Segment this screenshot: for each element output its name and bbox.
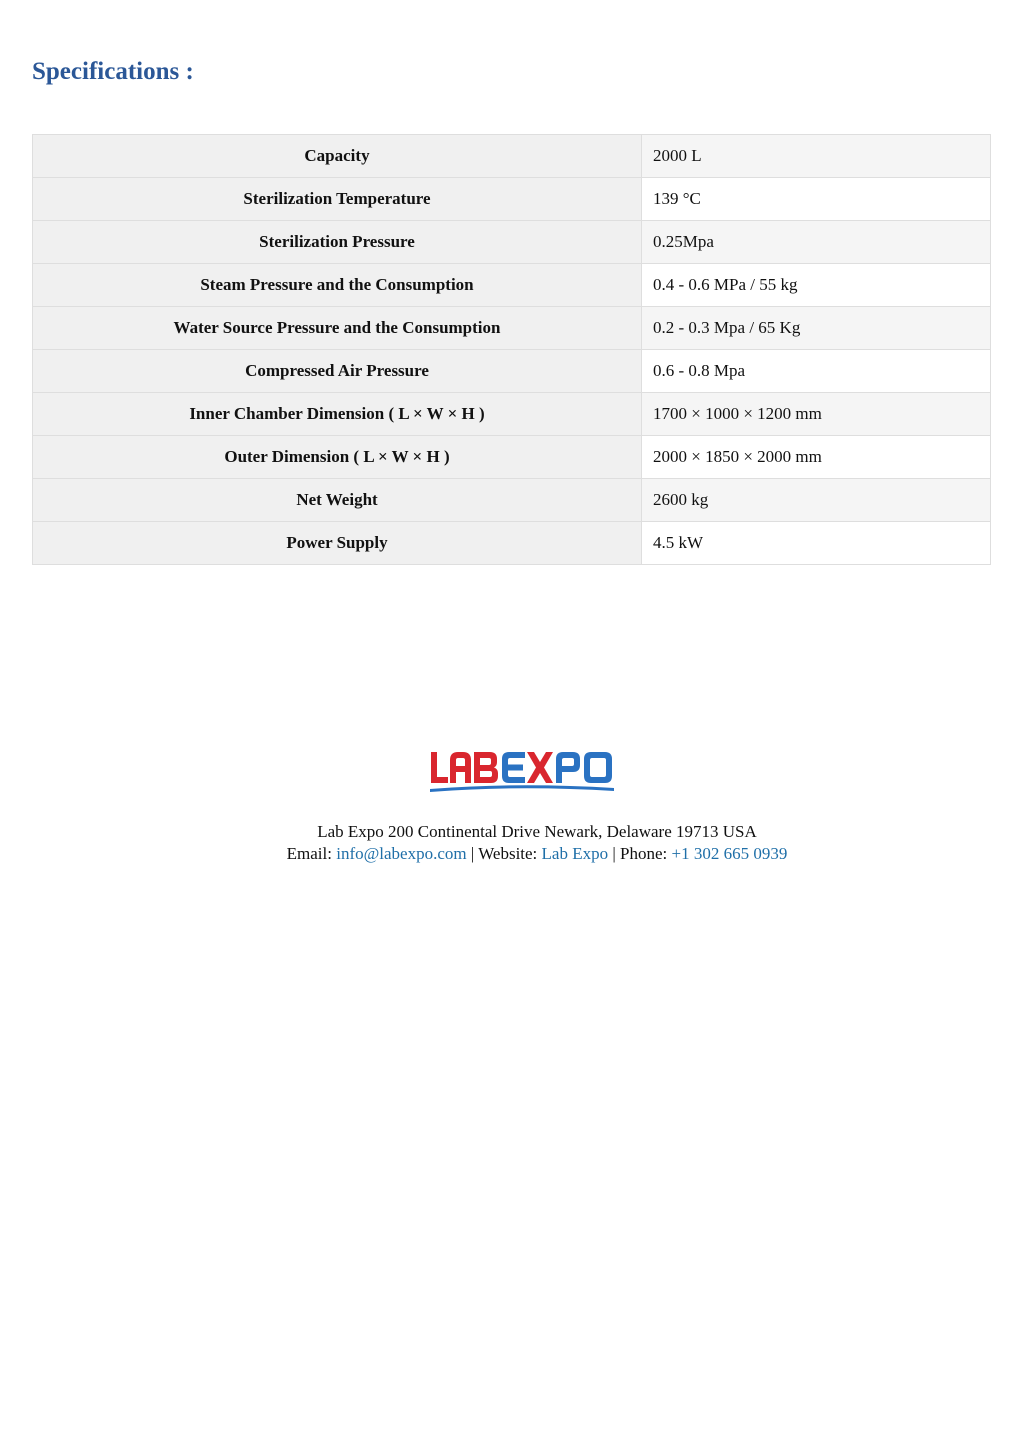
table-row xyxy=(33,221,991,264)
table-row xyxy=(33,264,991,307)
spec-value: 0.25Mpa xyxy=(642,221,991,264)
specifications-table xyxy=(32,134,991,565)
spec-label: Sterilization Pressure xyxy=(33,221,642,264)
spec-value: 1700 × 1000 × 1200 mm xyxy=(642,393,991,436)
spec-label: Net Weight xyxy=(33,479,642,522)
table-row xyxy=(33,178,991,221)
spec-value: 0.6 - 0.8 Mpa xyxy=(642,350,991,393)
spec-label: Power Supply xyxy=(33,522,642,565)
logo-lab-letters xyxy=(431,752,498,783)
website-link[interactable]: Lab Expo xyxy=(541,844,609,863)
spec-label: Capacity xyxy=(33,135,642,178)
labexpo-logo xyxy=(428,748,622,794)
spec-value: 139 °C xyxy=(642,178,991,221)
table-row xyxy=(33,135,991,178)
spec-label: Inner Chamber Dimension ( L × W × H ) xyxy=(33,393,642,436)
page-title: Specifications : xyxy=(32,58,194,85)
spec-value: 2000 L xyxy=(642,135,991,178)
logo-swoosh xyxy=(430,785,614,792)
table-row xyxy=(33,393,991,436)
spec-value: 2000 × 1850 × 2000 mm xyxy=(642,436,991,479)
phone-label: Phone: xyxy=(620,844,668,863)
table-row xyxy=(33,479,991,522)
spec-label: Water Source Pressure and the Consumption xyxy=(33,307,642,350)
phone-link[interactable]: +1 302 665 0939 xyxy=(671,844,788,863)
separator: | xyxy=(470,844,475,863)
spec-label: Sterilization Temperature xyxy=(33,178,642,221)
email-label: Email: xyxy=(286,844,332,863)
spec-label: Steam Pressure and the Consumption xyxy=(33,264,642,307)
spec-value: 4.5 kW xyxy=(642,522,991,565)
footer-contact xyxy=(0,843,1024,864)
email-link[interactable]: info@labexpo.com xyxy=(336,844,467,863)
website-label: Website: xyxy=(478,844,538,863)
footer-address: Lab Expo 200 Continental Drive Newark, Delaware 19713 USA xyxy=(317,822,757,841)
spec-value: 2600 kg xyxy=(642,479,991,522)
spec-label: Outer Dimension ( L × W × H ) xyxy=(33,436,642,479)
table-row xyxy=(33,436,991,479)
spec-value: 0.4 - 0.6 MPa / 55 kg xyxy=(642,264,991,307)
table-row xyxy=(33,522,991,565)
logo-expo-letters xyxy=(502,752,612,783)
table-row xyxy=(33,307,991,350)
spec-value: 0.2 - 0.3 Mpa / 65 Kg xyxy=(642,307,991,350)
separator: | xyxy=(612,844,616,863)
table-row xyxy=(33,350,991,393)
spec-label: Compressed Air Pressure xyxy=(33,350,642,393)
